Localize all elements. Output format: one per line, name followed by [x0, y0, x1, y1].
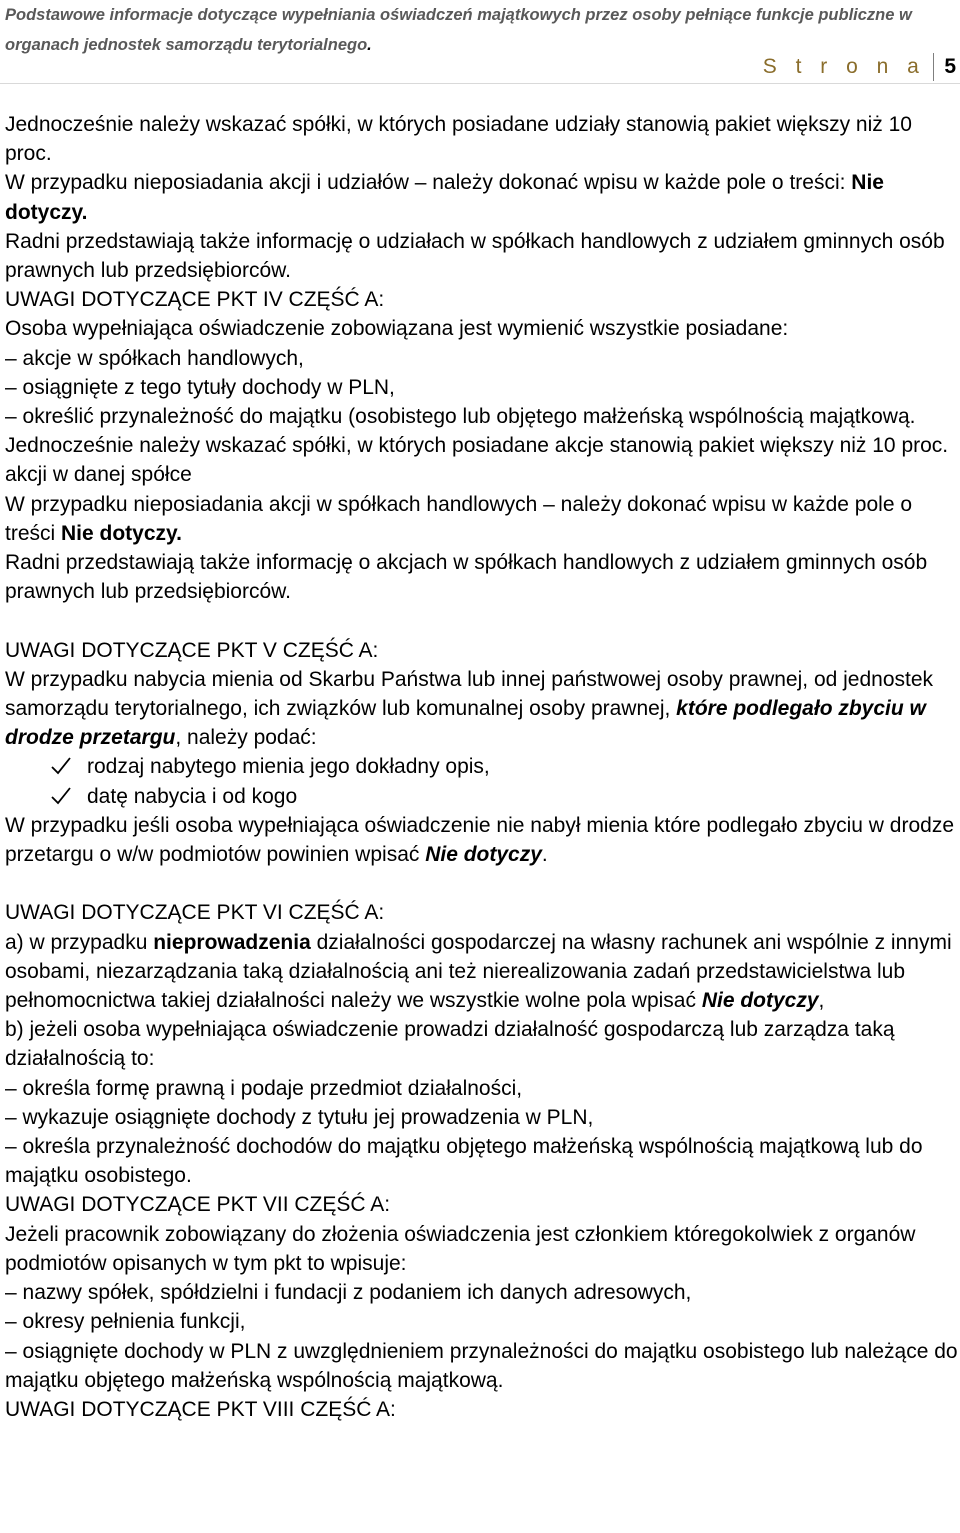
bold-not-applicable: Nie dotyczy. — [61, 521, 182, 545]
paragraph-no-business — [5, 928, 960, 1016]
document-title — [5, 0, 960, 60]
page-marker — [763, 52, 956, 82]
checklist-text: rodzaj nabytego mienia jego dokładny opis, — [87, 755, 490, 779]
document-title-text: Podstawowe informacje dotyczące wypełniania oświadczeń majątkowych przez osoby pełniące funkcje publiczne w organach jednostek samorządu terytorialnego — [5, 6, 912, 54]
paragraph-pkt-vii-intro: Jeżeli pracownik zobowiązany do złożenia oświadczenia jest członkiem któregokolwiek z organów podmiotów opisanych w tym pkt to wpisuje: — [5, 1222, 916, 1275]
paragraph-text: W przypadku nieposiadania akcji i udziałów – należy dokonać wpisu w każde pole o treści: — [5, 171, 852, 195]
paragraph-shares-package: Jednocześnie należy wskazać spółki, w których posiadane udziały stanowią pakiet większy niż 10 proc. — [5, 113, 912, 166]
bold-not-applicable: Nie dotyczy. — [5, 171, 884, 224]
paragraph-pkt-iv-intro: Osoba wypełniająca oświadczenie zobowiązana jest wymienić wszystkie posiadane: — [5, 317, 789, 341]
list-item: – określić przynależność do majątku (osobistego lub objętego małżeńską wspólnością majątkową. — [5, 405, 916, 429]
paragraph-stocks-package: Jednocześnie należy wskazać spółki, w których posiadane akcje stanowią pakiet większy niż 10 proc. akcji w danej spółce — [5, 434, 949, 487]
page-label: S t r o n a — [762, 55, 926, 78]
paragraph-councillors-stocks: Radni przedstawiają także informację o akcjach w spółkach handlowych z udziałem gminnych osób prawnych lub przedsiębiorców. — [5, 551, 928, 604]
paragraph-text: W przypadku nabycia mienia od Skarbu Państwa lub innej państwowej osoby prawnej, od jednostek samorządu terytorialnego, ich związków lub komunalnej osoby prawnej, — [5, 667, 934, 721]
paragraph-text: W przypadku nieposiadania akcji w spółkach handlowych – należy dokonać wpisu w każde pole o treści — [5, 492, 913, 545]
paragraph-text: działalności gospodarczej na własny rachunek ani wspólnie z innymi osobami, niezarządzania taką działalnością ani też nierealizowania zadań przedstawicielstwa lub pełnomocnictwa takiej działalności należy we wszystkie wolne pola wpisać — [5, 930, 952, 1013]
paragraph-text: . — [541, 843, 548, 867]
checklist-text: datę nabycia i od kogo — [87, 784, 298, 808]
paragraph-text: W przypadku jeśli osoba wypełniająca oświadczenie nie nabył mienia które podlegało zbyciu w drodze przetargu o w/w podmiotów powinien wpisać — [5, 813, 955, 867]
paragraph-text: a) w przypadku — [5, 930, 154, 954]
paragraph-no-acquisition — [5, 811, 960, 869]
list-item: – akcje w spółkach handlowych, — [5, 346, 304, 370]
section-heading-pkt-v: UWAGI DOTYCZĄCE PKT V CZĘŚĆ A: — [5, 638, 379, 662]
page-number: 5 — [944, 55, 956, 78]
bold-italic-not-applicable: Nie dotyczy — [701, 989, 819, 1013]
paragraph-no-stocks — [5, 490, 960, 548]
checkmark-icon — [51, 787, 71, 805]
bold-italic-not-applicable: Nie dotyczy — [425, 843, 542, 867]
checklist-item — [5, 782, 960, 811]
list-item: – okresy pełnienia funkcji, — [5, 1310, 246, 1334]
page-separator — [933, 53, 934, 81]
header-divider — [0, 83, 960, 84]
paragraph-business: b) jeżeli osoba wypełniająca oświadczenie prowadzi działalność gospodarczą lub zarządza taką działalnością to: — [5, 1018, 895, 1071]
checkmark-icon — [51, 757, 71, 775]
section-heading-pkt-vi: UWAGI DOTYCZĄCE PKT VI CZĘŚĆ A: — [5, 901, 385, 925]
document-body — [5, 110, 960, 1424]
section-heading-pkt-iv: UWAGI DOTYCZĄCE PKT IV CZĘŚĆ A: — [5, 288, 385, 312]
spacer — [5, 869, 960, 898]
section-heading-pkt-vii: UWAGI DOTYCZĄCE PKT VII CZĘŚĆ A: — [5, 1193, 391, 1217]
bold-not-running: nieprowadzenia — [153, 930, 311, 954]
paragraph-text: , należy podać: — [175, 726, 317, 750]
paragraph-pkt-v-intro — [5, 665, 960, 753]
list-item: – osiągnięte z tego tytuły dochody w PLN, — [5, 375, 395, 399]
paragraph-councillors-shares: Radni przedstawiają także informację o udziałach w spółkach handlowych z udziałem gminnych osób prawnych lub przedsiębiorców. — [5, 229, 945, 283]
checklist-item — [5, 752, 960, 781]
list-item: – osiągnięte dochody w PLN z uwzględnieniem przynależności do majątku osobistego lub należące do majątku objętego małżeńską wspólnością majątkową. — [5, 1339, 958, 1392]
list-item: – określa przynależność dochodów do majątku objętego małżeńską wspólnością majątkową lub do majątku osobistego. — [5, 1135, 923, 1188]
document-title-period: . — [367, 36, 372, 54]
list-item: – określa formę prawną i podaje przedmiot działalności, — [5, 1076, 523, 1100]
paragraph-text: , — [818, 989, 825, 1013]
section-heading-pkt-viii: UWAGI DOTYCZĄCE PKT VIII CZĘŚĆ A: — [5, 1397, 396, 1421]
bold-italic-tender: które podlegało zbyciu w drodze przetargu — [5, 697, 926, 750]
paragraph-no-shares — [5, 168, 960, 226]
spacer — [5, 606, 960, 635]
list-item: – wykazuje osiągnięte dochody z tytułu jej prowadzenia w PLN, — [5, 1105, 594, 1129]
list-item: – nazwy spółek, spółdzielni i fundacji z podaniem ich danych adresowych, — [5, 1281, 692, 1305]
